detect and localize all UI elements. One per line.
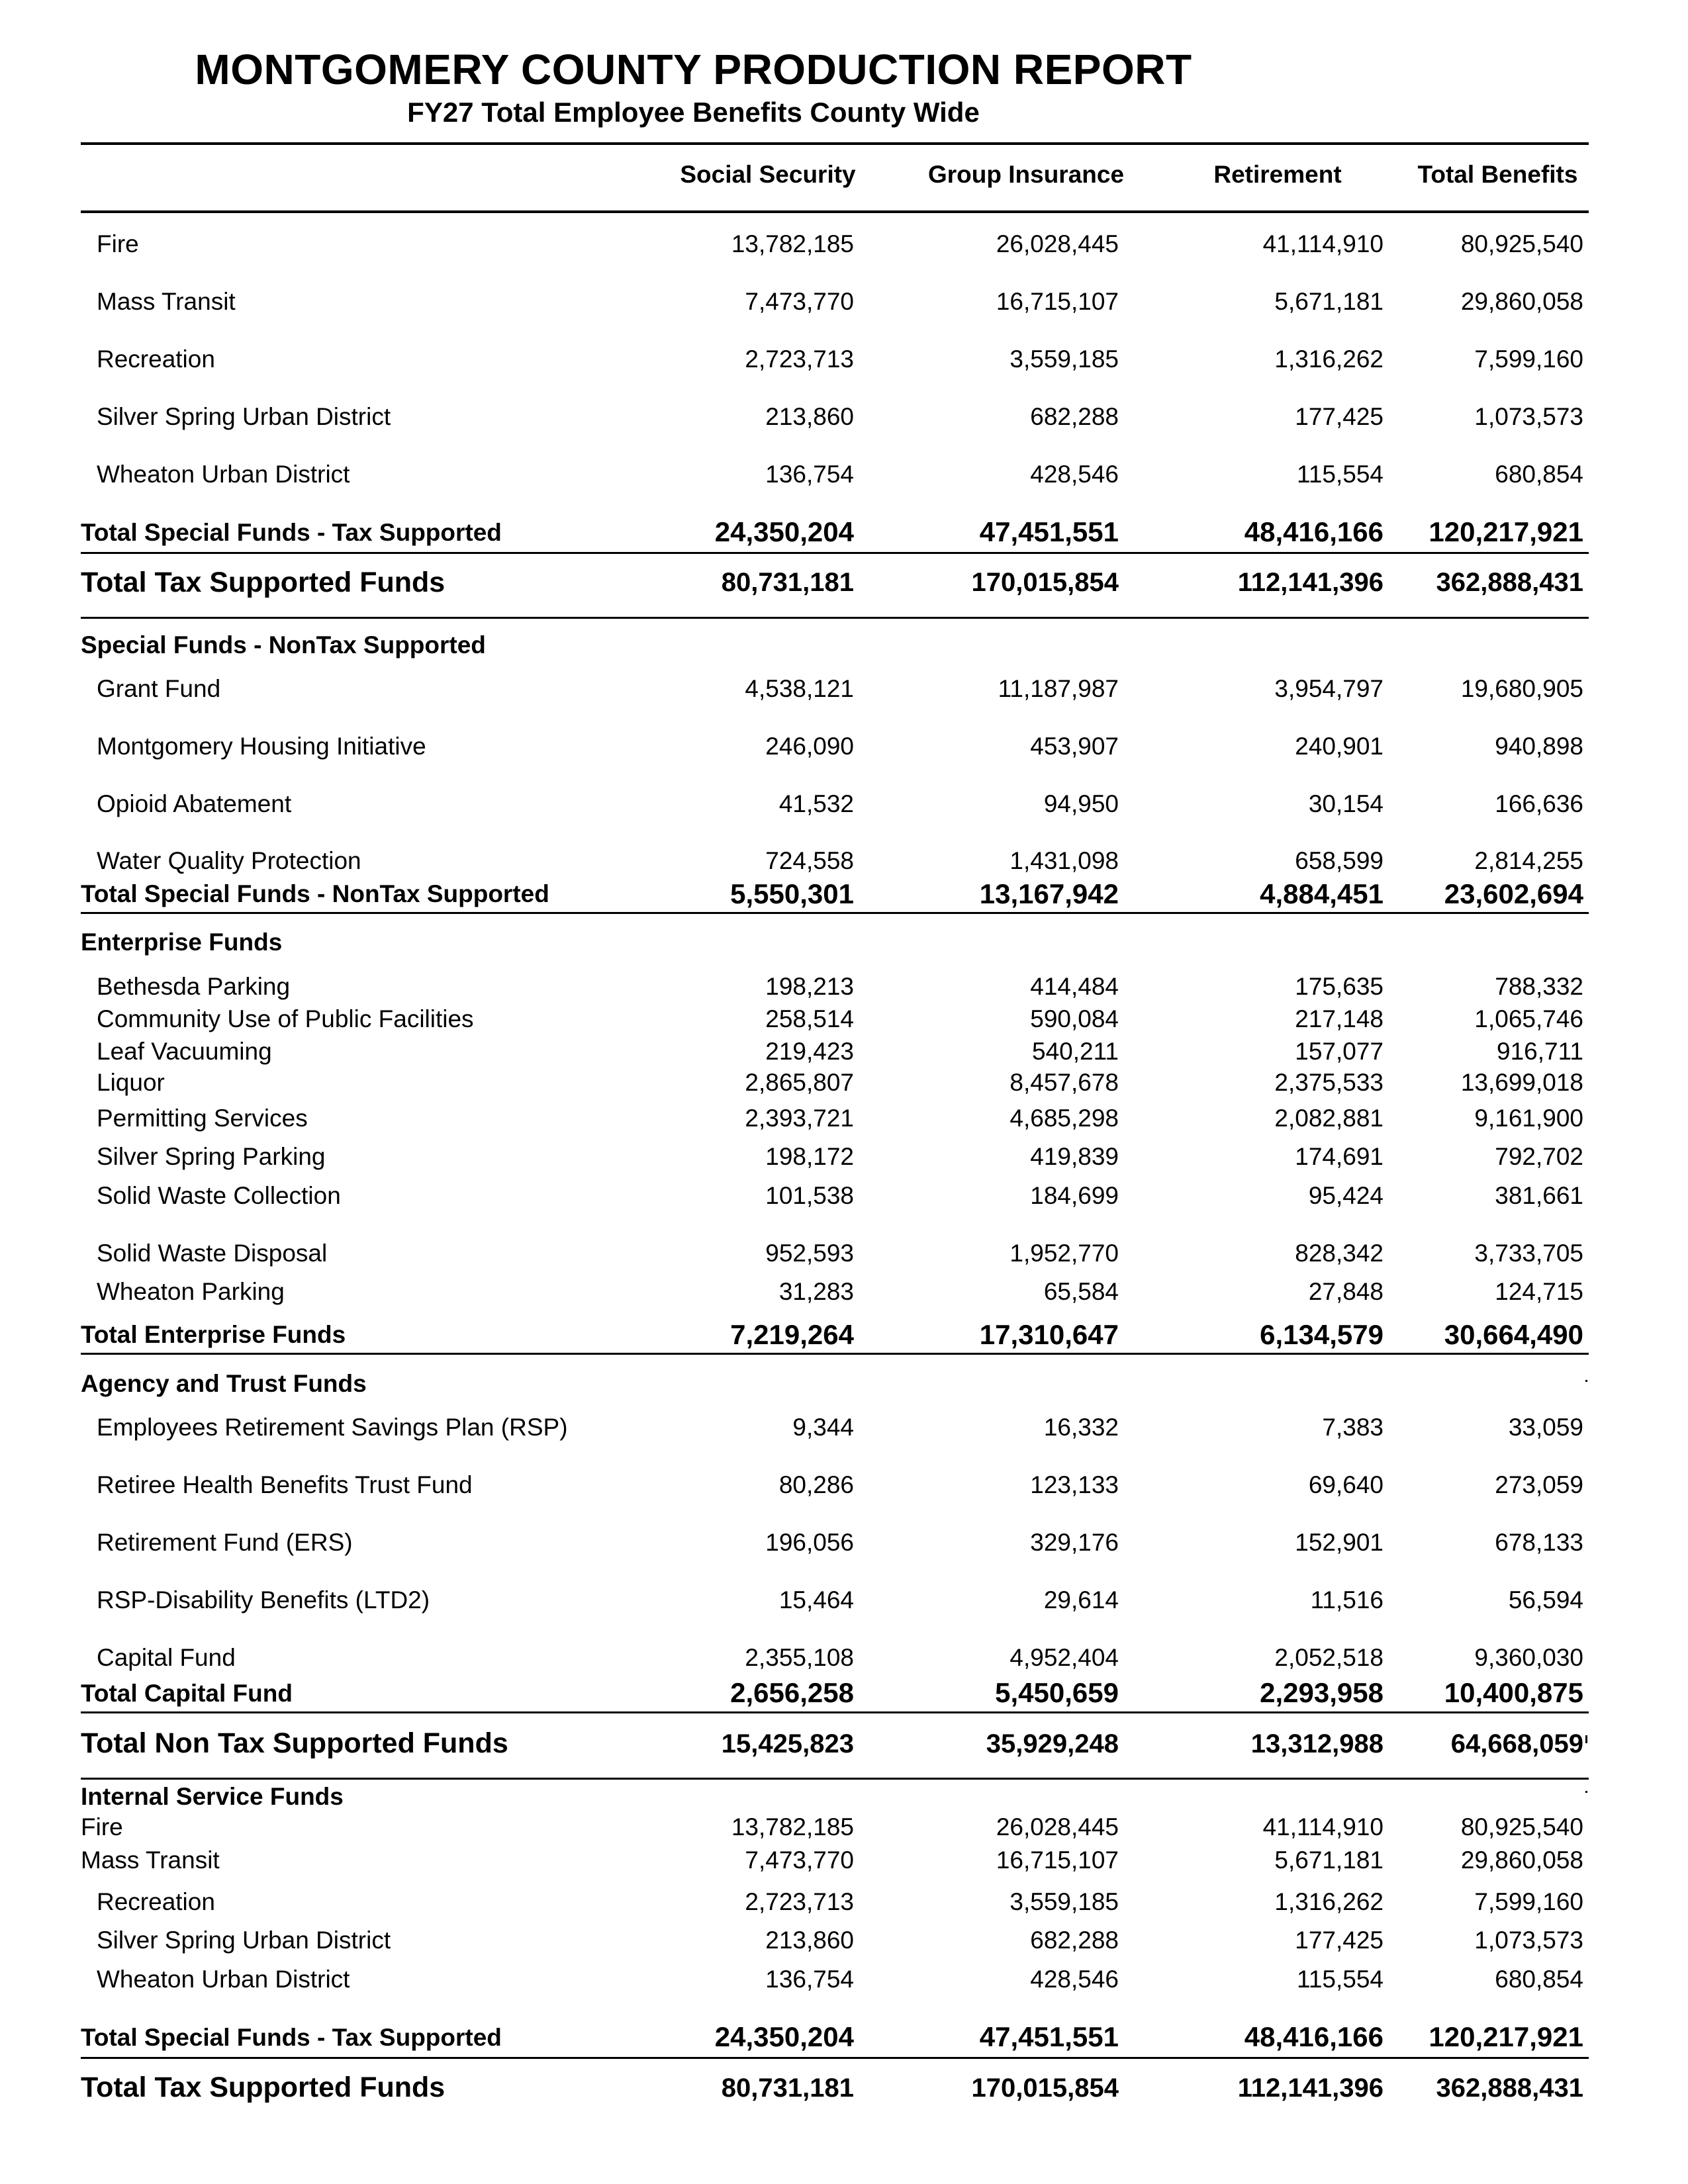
row-label: Solid Waste Disposal [97, 1240, 328, 1267]
group-insurance-value: 65,584 [1043, 1278, 1119, 1305]
group-insurance-value: 428,546 [1030, 1966, 1119, 1993]
total-benefits-value: 64,668,059 [1450, 1729, 1583, 1758]
social-security-value: 724,558 [765, 847, 854, 874]
retirement-value: 1,316,262 [1274, 1888, 1383, 1915]
row-label: Mass Transit [81, 1846, 220, 1874]
row-label: Bethesda Parking [97, 973, 291, 1000]
row-label: Capital Fund [97, 1644, 236, 1671]
group-insurance-value: 16,332 [1043, 1414, 1119, 1441]
retirement-value: 13,312,988 [1250, 1729, 1383, 1758]
social-security-value: 4,538,121 [745, 675, 854, 702]
social-security-value: 7,473,770 [745, 288, 854, 315]
row-label: Total Enterprise Funds [81, 1321, 346, 1348]
row-label: Recreation [97, 1888, 215, 1915]
total-benefits-value: 1,073,573 [1474, 403, 1583, 430]
group-insurance-value: 540,211 [1032, 1038, 1119, 1065]
total-benefits-value: 680,854 [1495, 461, 1583, 488]
retirement-value: 112,141,396 [1237, 568, 1383, 597]
group-insurance-value: 1,952,770 [1009, 1240, 1119, 1267]
total-benefits-value: 80,925,540 [1460, 230, 1583, 257]
total-benefits-value: 13,699,018 [1460, 1069, 1583, 1096]
retirement-value: 5,671,181 [1274, 1846, 1383, 1874]
total-benefits-value: 788,332 [1495, 973, 1583, 1000]
report-subtitle: FY27 Total Employee Benefits County Wide [407, 97, 980, 128]
group-insurance-value: 414,484 [1030, 973, 1119, 1000]
row-label: Total Tax Supported Funds [81, 567, 445, 598]
row-label: Silver Spring Urban District [97, 403, 391, 430]
rule [81, 1711, 1589, 1713]
social-security-value: 101,538 [765, 1182, 854, 1209]
retirement-value: 2,375,533 [1274, 1069, 1383, 1096]
rule [81, 552, 1589, 554]
social-security-value: 9,344 [792, 1414, 854, 1441]
retirement-value: 3,954,797 [1274, 675, 1383, 702]
social-security-value: 258,514 [765, 1005, 854, 1032]
group-insurance-value: 16,715,107 [996, 288, 1119, 315]
retirement-value: 69,640 [1308, 1471, 1383, 1498]
total-benefits-value: 680,854 [1495, 1966, 1583, 1993]
group-insurance-value: 26,028,445 [996, 1813, 1119, 1841]
social-security-value: 952,593 [765, 1240, 854, 1267]
row-label: Grant Fund [97, 675, 221, 702]
group-insurance-value: 8,457,678 [1009, 1069, 1119, 1096]
retirement-value: 177,425 [1295, 403, 1383, 430]
header-bottom-rule [81, 210, 1589, 213]
group-insurance-value: 94,950 [1043, 790, 1119, 817]
retirement-value: 11,516 [1310, 1586, 1383, 1614]
social-security-value: 5,550,301 [730, 878, 854, 909]
retirement-value: 658,599 [1295, 847, 1383, 874]
total-benefits-value: 9,360,030 [1474, 1644, 1583, 1671]
row-label: Leaf Vacuuming [97, 1038, 272, 1065]
section-header-internal-service: Internal Service Funds [81, 1783, 344, 1810]
total-benefits-value: 19,680,905 [1460, 675, 1583, 702]
retirement-value: 112,141,396 [1237, 2073, 1383, 2103]
row-label: Total Non Tax Supported Funds [81, 1727, 508, 1759]
row-label: Liquor [97, 1069, 165, 1096]
row-label: Total Tax Supported Funds [81, 2071, 445, 2103]
retirement-value: 177,425 [1295, 1927, 1383, 1954]
social-security-value: 198,172 [765, 1143, 854, 1170]
retirement-value: 4,884,451 [1260, 878, 1383, 909]
total-benefits-value: 29,860,058 [1460, 288, 1583, 315]
social-security-value: 7,473,770 [745, 1846, 854, 1874]
total-benefits-value: 1,065,746 [1474, 1005, 1583, 1032]
retirement-value: 6,134,579 [1260, 1319, 1383, 1350]
total-benefits-value: 2,814,255 [1474, 847, 1583, 874]
group-insurance-value: 5,450,659 [995, 1677, 1119, 1708]
column-header-social-security: Social Security [680, 161, 856, 188]
group-insurance-value: 428,546 [1030, 461, 1119, 488]
row-label: Total Capital Fund [81, 1680, 293, 1707]
total-benefits-value: 7,599,160 [1474, 1888, 1583, 1915]
retirement-value: 27,848 [1308, 1278, 1383, 1305]
stray-mark [1585, 1791, 1587, 1793]
social-security-value: 2,865,807 [745, 1069, 854, 1096]
total-benefits-value: 120,217,921 [1429, 2021, 1583, 2052]
row-label: Fire [81, 1813, 123, 1841]
section-header-enterprise: Enterprise Funds [81, 929, 283, 956]
group-insurance-value: 1,431,098 [1009, 847, 1119, 874]
social-security-value: 7,219,264 [730, 1319, 854, 1350]
total-benefits-value: 362,888,431 [1436, 568, 1583, 597]
group-insurance-value: 47,451,551 [979, 2021, 1119, 2052]
retirement-value: 115,554 [1297, 461, 1383, 488]
section-header-agency-trust: Agency and Trust Funds [81, 1370, 367, 1397]
section-header-special-nontax: Special Funds - NonTax Supported [81, 631, 486, 659]
total-benefits-value: 7,599,160 [1474, 345, 1583, 373]
total-benefits-value: 3,733,705 [1474, 1240, 1583, 1267]
retirement-value: 7,383 [1322, 1414, 1383, 1441]
stray-mark [1585, 1380, 1587, 1382]
total-benefits-value: 166,636 [1495, 790, 1583, 817]
row-label: Wheaton Urban District [97, 1966, 350, 1993]
group-insurance-value: 682,288 [1030, 1927, 1119, 1954]
social-security-value: 2,723,713 [745, 1888, 854, 1915]
row-label: Montgomery Housing Initiative [97, 733, 426, 760]
total-benefits-value: 124,715 [1495, 1278, 1583, 1305]
retirement-value: 828,342 [1295, 1240, 1383, 1267]
total-benefits-value: 362,888,431 [1436, 2073, 1583, 2103]
retirement-value: 2,052,518 [1274, 1644, 1383, 1671]
column-header-total-benefits: Total Benefits [1417, 161, 1578, 188]
retirement-value: 174,691 [1295, 1143, 1383, 1170]
social-security-value: 196,056 [765, 1529, 854, 1556]
social-security-value: 136,754 [765, 461, 854, 488]
total-benefits-value: 273,059 [1495, 1471, 1583, 1498]
total-benefits-value: 23,602,694 [1444, 878, 1583, 909]
row-label: Retirement Fund (ERS) [97, 1529, 353, 1556]
retirement-value: 2,082,881 [1274, 1105, 1383, 1132]
social-security-value: 2,656,258 [730, 1677, 854, 1708]
social-security-value: 31,283 [778, 1278, 854, 1305]
row-label: Wheaton Parking [97, 1278, 285, 1305]
row-label: Fire [97, 230, 139, 257]
row-label: Silver Spring Parking [97, 1143, 326, 1170]
rule [81, 912, 1589, 914]
social-security-value: 15,464 [778, 1586, 854, 1614]
retirement-value: 1,316,262 [1274, 345, 1383, 373]
group-insurance-value: 47,451,551 [979, 516, 1119, 547]
social-security-value: 80,731,181 [721, 2073, 854, 2103]
social-security-value: 246,090 [765, 733, 854, 760]
group-insurance-value: 184,699 [1030, 1182, 1119, 1209]
row-label: Community Use of Public Facilities [97, 1005, 474, 1032]
group-insurance-value: 29,614 [1043, 1586, 1119, 1614]
retirement-value: 48,416,166 [1244, 2021, 1383, 2052]
social-security-value: 2,355,108 [745, 1644, 854, 1671]
retirement-value: 115,554 [1297, 1966, 1383, 1993]
group-insurance-value: 11,187,987 [998, 675, 1119, 702]
row-label: Permitting Services [97, 1105, 308, 1132]
row-label: Total Special Funds - Tax Supported [81, 519, 502, 546]
total-benefits-value: 10,400,875 [1444, 1677, 1583, 1708]
social-security-value: 24,350,204 [714, 516, 854, 547]
retirement-value: 240,901 [1295, 733, 1383, 760]
row-label: Total Special Funds - Tax Supported [81, 2024, 502, 2051]
social-security-value: 2,393,721 [745, 1105, 854, 1132]
group-insurance-value: 4,952,404 [1009, 1644, 1119, 1671]
column-header-group-insurance: Group Insurance [927, 161, 1125, 188]
group-insurance-value: 170,015,854 [971, 2073, 1119, 2103]
total-benefits-value: 80,925,540 [1460, 1813, 1583, 1841]
report-title: MONTGOMERY COUNTY PRODUCTION REPORT [195, 46, 1192, 93]
retirement-value: 95,424 [1308, 1182, 1383, 1209]
social-security-value: 15,425,823 [721, 1729, 854, 1758]
group-insurance-value: 13,167,942 [979, 878, 1119, 909]
total-benefits-value: 940,898 [1495, 733, 1583, 760]
retirement-value: 152,901 [1295, 1529, 1383, 1556]
row-label: Opioid Abatement [97, 790, 292, 817]
column-header-retirement: Retirement [1213, 161, 1342, 188]
group-insurance-value: 16,715,107 [996, 1846, 1119, 1874]
group-insurance-value: 453,907 [1030, 733, 1119, 760]
group-insurance-value: 329,176 [1030, 1529, 1119, 1556]
group-insurance-value: 3,559,185 [1009, 345, 1119, 373]
social-security-value: 213,860 [765, 1927, 854, 1954]
rule [81, 2057, 1589, 2059]
stray-mark [1585, 1735, 1587, 1743]
rule [81, 1778, 1589, 1780]
row-label: Retiree Health Benefits Trust Fund [97, 1471, 473, 1498]
total-benefits-value: 33,059 [1508, 1414, 1583, 1441]
social-security-value: 13,782,185 [731, 230, 854, 257]
total-benefits-value: 56,594 [1508, 1586, 1583, 1614]
total-benefits-value: 120,217,921 [1429, 516, 1583, 547]
total-benefits-value: 916,711 [1497, 1038, 1583, 1065]
group-insurance-value: 419,839 [1030, 1143, 1119, 1170]
header-top-rule [81, 142, 1589, 145]
group-insurance-value: 17,310,647 [979, 1319, 1119, 1350]
rule [81, 617, 1589, 619]
total-benefits-value: 9,161,900 [1474, 1105, 1583, 1132]
retirement-value: 41,114,910 [1262, 230, 1383, 257]
total-benefits-value: 1,073,573 [1474, 1927, 1583, 1954]
social-security-value: 198,213 [765, 973, 854, 1000]
group-insurance-value: 170,015,854 [971, 568, 1119, 597]
social-security-value: 24,350,204 [714, 2021, 854, 2052]
row-label: Employees Retirement Savings Plan (RSP) [97, 1414, 568, 1441]
social-security-value: 219,423 [765, 1038, 854, 1065]
retirement-value: 2,293,958 [1260, 1677, 1383, 1708]
social-security-value: 41,532 [778, 790, 854, 817]
row-label: Total Special Funds - NonTax Supported [81, 880, 549, 907]
social-security-value: 80,286 [778, 1471, 854, 1498]
row-label: Solid Waste Collection [97, 1182, 341, 1209]
social-security-value: 13,782,185 [731, 1813, 854, 1841]
row-label: Silver Spring Urban District [97, 1927, 391, 1954]
social-security-value: 80,731,181 [721, 568, 854, 597]
total-benefits-value: 792,702 [1495, 1143, 1583, 1170]
retirement-value: 30,154 [1308, 790, 1383, 817]
retirement-value: 41,114,910 [1262, 1813, 1383, 1841]
retirement-value: 175,635 [1295, 973, 1383, 1000]
group-insurance-value: 590,084 [1030, 1005, 1119, 1032]
row-label: Water Quality Protection [97, 847, 361, 874]
social-security-value: 136,754 [765, 1966, 854, 1993]
rule [81, 1353, 1589, 1355]
social-security-value: 213,860 [765, 403, 854, 430]
total-benefits-value: 381,661 [1495, 1182, 1583, 1209]
row-label: Mass Transit [97, 288, 236, 315]
group-insurance-value: 3,559,185 [1009, 1888, 1119, 1915]
group-insurance-value: 26,028,445 [996, 230, 1119, 257]
group-insurance-value: 682,288 [1030, 403, 1119, 430]
row-label: Wheaton Urban District [97, 461, 350, 488]
total-benefits-value: 678,133 [1495, 1529, 1583, 1556]
retirement-value: 5,671,181 [1274, 288, 1383, 315]
row-label: Recreation [97, 345, 215, 373]
group-insurance-value: 4,685,298 [1009, 1105, 1119, 1132]
total-benefits-value: 30,664,490 [1444, 1319, 1583, 1350]
retirement-value: 217,148 [1295, 1005, 1383, 1032]
total-benefits-value: 29,860,058 [1460, 1846, 1583, 1874]
retirement-value: 48,416,166 [1244, 516, 1383, 547]
row-label: RSP-Disability Benefits (LTD2) [97, 1586, 430, 1614]
retirement-value: 157,077 [1295, 1038, 1383, 1065]
group-insurance-value: 123,133 [1030, 1471, 1119, 1498]
group-insurance-value: 35,929,248 [986, 1729, 1119, 1758]
social-security-value: 2,723,713 [745, 345, 854, 373]
